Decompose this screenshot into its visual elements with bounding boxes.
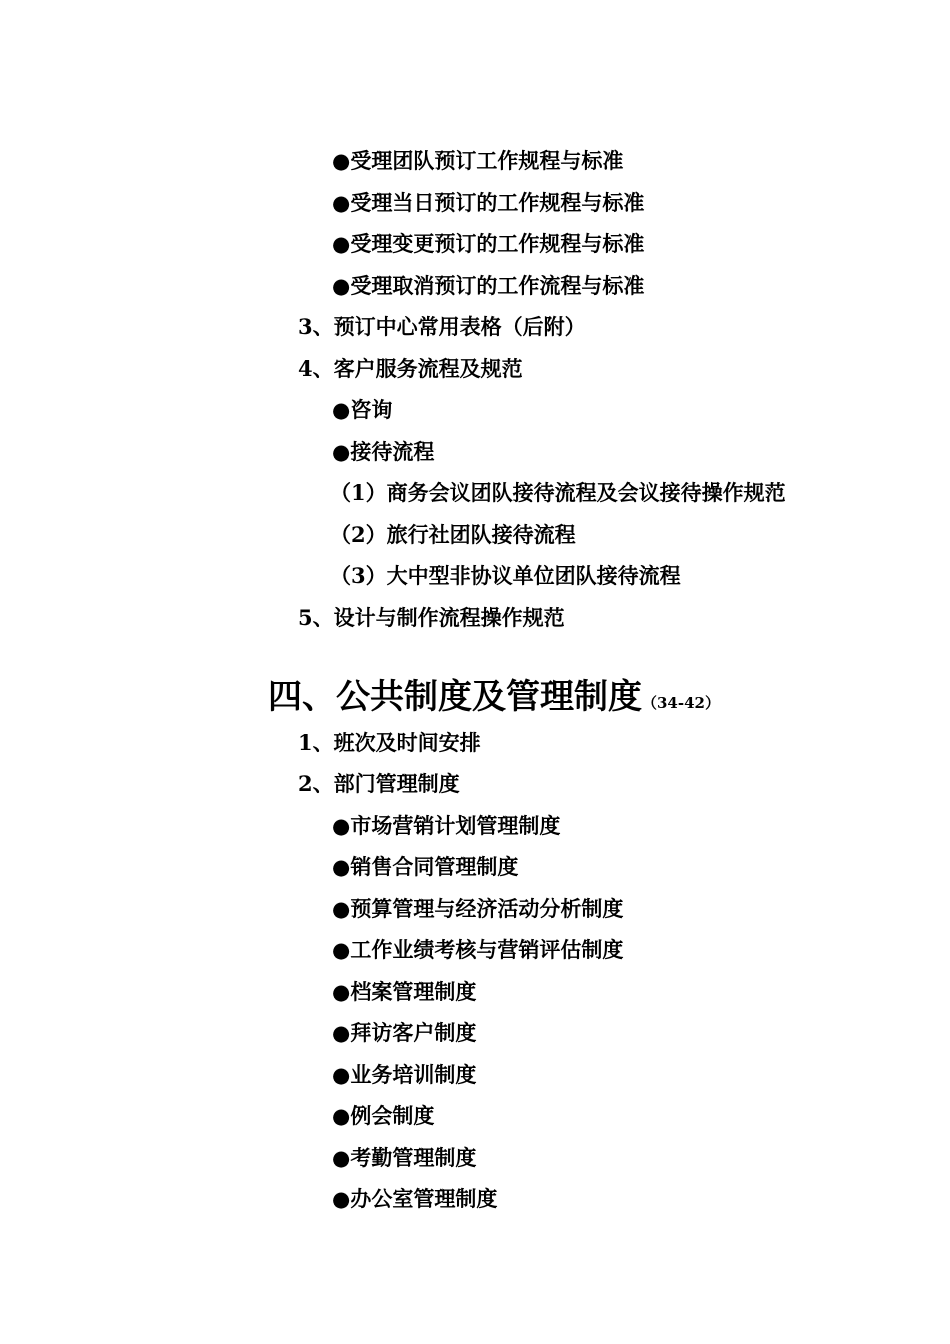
sub-item: （3）大中型非协议单位团队接待流程 xyxy=(330,563,681,588)
list-item: ●工作业绩考核与营销评估制度 xyxy=(332,937,624,962)
list-item: ●拜访客户制度 xyxy=(332,1020,477,1045)
list-item: ●咨询 xyxy=(332,397,393,422)
list-item: ●受理取消预订的工作流程与标准 xyxy=(332,273,645,298)
page-range: （34-42） xyxy=(642,694,720,712)
list-item: ●考勤管理制度 xyxy=(332,1145,477,1170)
list-item: ●受理变更预订的工作规程与标准 xyxy=(332,231,645,256)
list-item: ●预算管理与经济活动分析制度 xyxy=(332,896,624,921)
list-item: ●接待流程 xyxy=(332,439,435,464)
toc-item-1: 1、班次及时间安排 xyxy=(298,730,481,755)
sub-item: （1）商务会议团队接待流程及会议接待操作规范 xyxy=(330,480,786,505)
list-item: ●受理团队预订工作规程与标准 xyxy=(332,148,624,173)
toc-item-5: 5、设计与制作流程操作规范 xyxy=(298,605,565,630)
section-title: 四、公共制度及管理制度 xyxy=(268,677,642,717)
toc-item-2: 2、部门管理制度 xyxy=(298,771,460,796)
list-item: ●受理当日预订的工作规程与标准 xyxy=(332,190,645,215)
list-item: ●办公室管理制度 xyxy=(332,1186,498,1211)
toc-item-3: 3、预订中心常用表格（后附） xyxy=(298,314,586,339)
toc-item-4: 4、客户服务流程及规范 xyxy=(298,356,523,381)
list-item: ●例会制度 xyxy=(332,1103,435,1128)
list-item: ●档案管理制度 xyxy=(332,979,477,1004)
section-heading xyxy=(268,672,720,728)
list-item: ●业务培训制度 xyxy=(332,1062,477,1087)
list-item: ●销售合同管理制度 xyxy=(332,854,519,879)
sub-item: （2）旅行社团队接待流程 xyxy=(330,522,576,547)
list-item: ●市场营销计划管理制度 xyxy=(332,813,561,838)
